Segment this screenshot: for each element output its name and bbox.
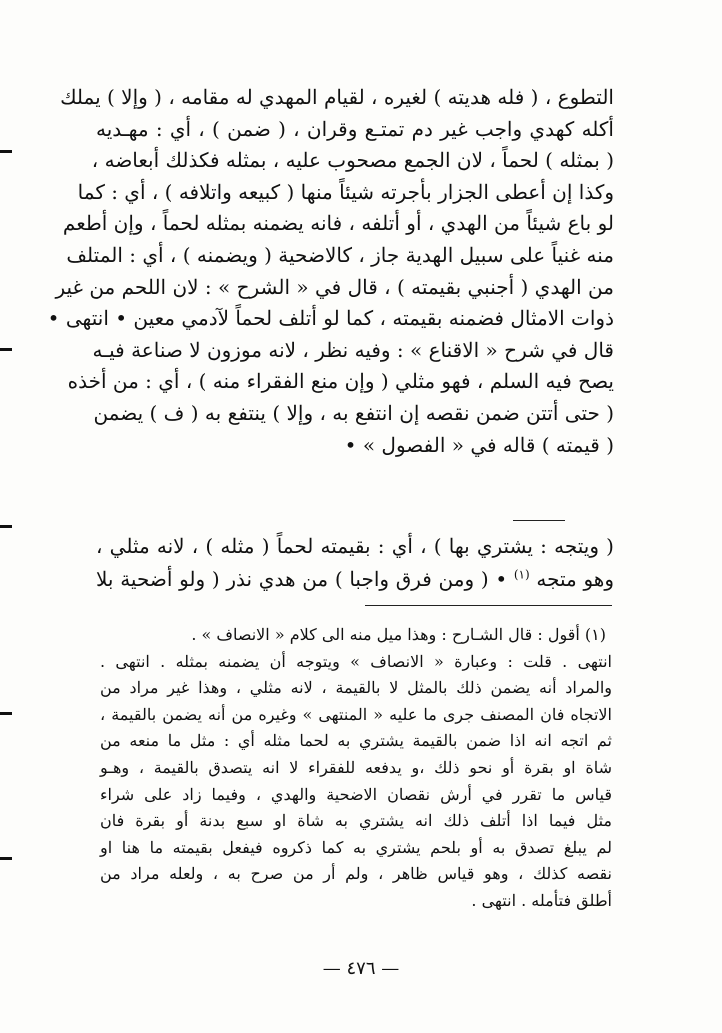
text-line: يصح فيه السلم ، فهو مثلي ( وإن منع الفقراء منه ) ، أي : من أخذه (67, 369, 614, 394)
page-number: — ٤٧٦ — (322, 958, 400, 979)
footnote-line: قياس ما تقرر في أرش نقصان الاضحية والهدي ، وفيما زاد على شراء (100, 784, 612, 804)
scan-edge-mark (0, 525, 12, 528)
footnotes-block (100, 622, 612, 915)
footnote-line: والمراد أنه يضمن ذلك بالمثل لا بالقيمة ، لانه مثلي ، وهذا غير مراد من (100, 678, 612, 698)
text-line: أكله كهدي واجب غير دم تمتـع وقران ، ( ضمن ) ، أي : مهـديه (96, 116, 614, 141)
text-line: ( بمثله ) لحماً ، لان الجمع مصحوب عليه ، بمثله فكذلك أبعاضه ، (91, 148, 614, 173)
second-paragraph (96, 530, 614, 596)
footnote-line: مثل فيما اذا أتلف ذلك انه يشتري به شاة او سبع بدنة أو بقرة فان (100, 811, 612, 831)
text-line: التطوع ، ( فله هديته ) لغيره ، لقيام المهدي له مقامه ، ( وإلا ) يملك (60, 85, 614, 109)
footnote-line: لم يبلغ تصدق به أو بلحم يشتري به كما ذكروه فيفعل بقيمته ما هنا او (100, 837, 612, 857)
text-segment: • ( ومن فرق واجبا ) من هدي نذر ( ولو أضحية بلا (96, 567, 508, 591)
scan-edge-mark (0, 150, 12, 153)
footnote-line: شاة او بقرة أو نحو ذلك ،و يدفعه للفقراء لا انه يتصدق بالقيمة ، وهـو (100, 757, 612, 777)
text-line: ( ويتجه : يشتري بها ) ، أي : بقيمته لحماً ( مثله ) ، لانه مثلي ، (96, 534, 614, 558)
main-text-block (47, 82, 614, 461)
text-line: ( قيمته ) قاله في « الفصول » • (344, 432, 614, 457)
footnote-line: الاتجاه فان المصنف جرى ما عليه « المنتهى » وغيره من أنه يضمن بالقيمة ، (100, 704, 612, 724)
footnote-reference[interactable]: (١) (513, 567, 530, 582)
footnote-line: انتهى . قلت : وعبارة « الانصاف » ويتوجه أن يضمنه بمثله . انتهى . (100, 651, 612, 671)
section-divider (513, 520, 565, 521)
scan-edge-mark (0, 348, 12, 351)
text-line: من الهدي ( أجنبي بقيمته ) ، قال في « الشرح » : لان اللحم من غير (55, 274, 614, 299)
text-line: منه غنياً على سبيل الهدية جاز ، كالاضحية ( ويضمنه ) ، أي : المتلف (66, 242, 614, 267)
footnote-separator (365, 605, 612, 606)
footnote-line: ثم اتجه انه اذا ضمن بالقيمة يشتري به لحما مثله أي : مثل ما منعه من (100, 731, 612, 751)
scan-edge-mark (0, 712, 12, 715)
text-segment: وهو متجه (536, 567, 615, 591)
text-line: ذوات الامثال فضمنه بقيمته ، كما لو أتلف لحماً لآدمي معين • انتهى • (47, 306, 614, 331)
footnote-line: أطلق فتأمله . انتهى . (471, 890, 612, 910)
footnote-line: (١) أقول : قال الشـارح : وهذا ميل منه الى كلام « الانصاف » . (191, 625, 606, 644)
text-line: ( حتى أتتن ضمن نقصه إن انتفع به ، وإلا ) ينتفع به ( ف ) يضمن (93, 400, 614, 425)
scan-edge-mark (0, 857, 12, 860)
footnote-line: نقصه كذلك ، وهو قياس ظاهر ، ولم أر من صرح به ، ولعله مراد من (100, 864, 612, 884)
text-line: لو باع شيئاً من الهدي ، أو أتلفه ، فانه يضمنه بمثله لحماً ، وإن أطعم (62, 211, 614, 236)
text-line: قال في شرح « الاقناع » : وفيه نظر ، لانه موزون لا صناعة فيـه (92, 337, 614, 362)
text-line: وكذا إن أعطى الجزار بأجرته شيئاً منها ( كبيعه واتلافه ) ، أي : كما (77, 179, 614, 204)
text-line (96, 563, 614, 596)
